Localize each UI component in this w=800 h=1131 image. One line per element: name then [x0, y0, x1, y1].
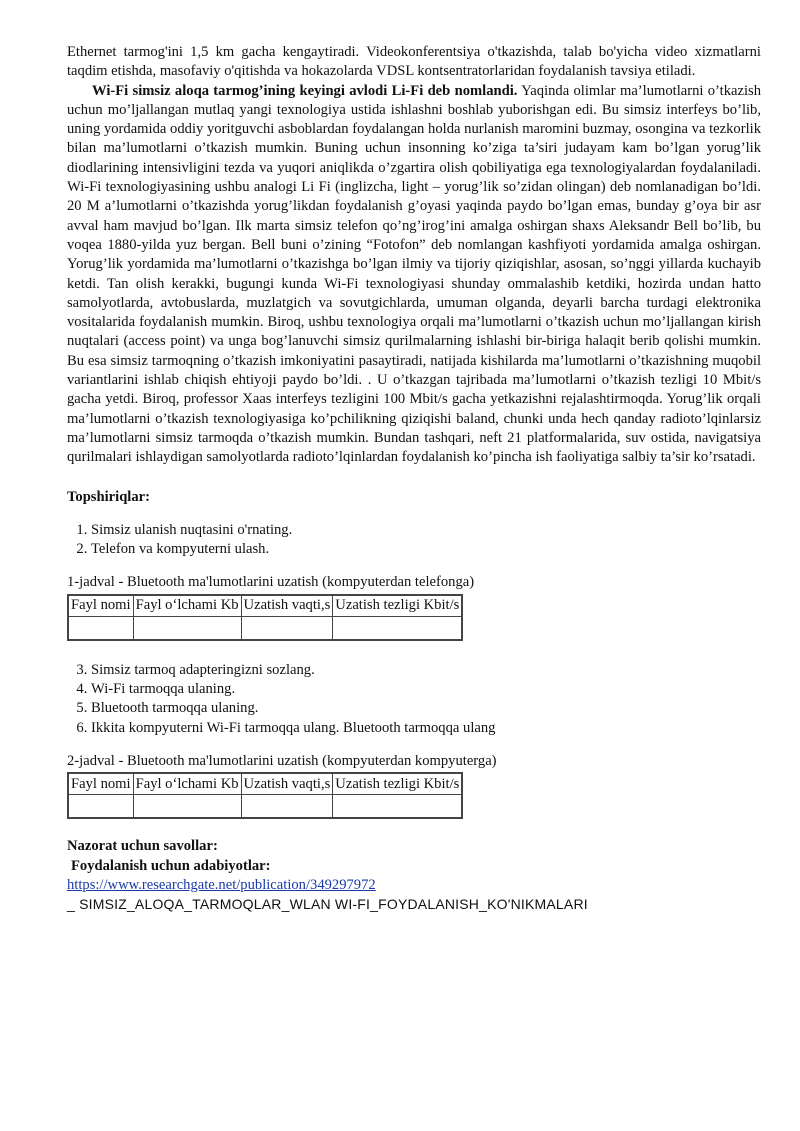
table2-cell [68, 795, 133, 819]
table1-cell [133, 616, 241, 640]
lifi-paragraph [67, 82, 761, 468]
task-list-b [67, 661, 761, 738]
intro-paragraph: Ethernet tarmog'ini 1,5 km gacha kengaytiradi. Videokonferentsiya o'tkazishda, talab bo'yicha video xizmatlarni taqdim etishda, masofaviy o'qitishda va hokazolarda VDSL kontsentratorlaridan foydalanish tavsiya etiladi. [67, 44, 761, 80]
table1-header-cell: Fayl o‘lchami Kb [133, 595, 241, 617]
task-item: 4. Wi-Fi tarmoqqa ulaning. [91, 680, 761, 699]
table1 [67, 594, 463, 641]
table2-header-cell: Fayl nomi [68, 773, 133, 795]
table1-empty-row [68, 616, 462, 640]
task-list-a [67, 521, 761, 560]
table1-header-cell: Fayl nomi [68, 595, 133, 617]
table1-cell [68, 616, 133, 640]
task-item: 1. Simsiz ulanish nuqtasini o'rnating. [91, 521, 761, 540]
document-page [67, 43, 761, 914]
lifi-body: Yaqinda olimlar ma’lumotlarni o’tkazish uchun mo’ljallangan mutlaq yangi texnologiya ustida ishlashni boshlab yuborishgan edi. Bu simsiz interfeys bo’lib, uning yordamida oddiy yoritguvchi asboblardan foydalangan holda nurlanish maromini buzmay, osongina va tezkorlik bilan ma’lumotlarni o’tkazish mumkin. Buning uchun insonning ko’ziga ta’siri judayam kam bo’lgan yorug’lik diodlarining intensivligini tezda va yuqori aniqlikda o’zgartira olish qobiliyatiga ega texnologiyalardan foydalaniladi. Wi-Fi texnologiyasining ushbu analogi Li Fi (inglizcha, light – yorug’lik so’zidan olingan) deb nomlanadigan bo’ldi. 20 M a’lumotlarni o’tkazishda yorug’likdan foydalanish g’oyasi yaqinda paydo bo’lgan emas, bunday g’oya bir asr avval ham mavjud bo’lgan. Ilk marta simsiz telefon qo’ng’irog’ini amalga oshirgan shaxs Aleksandr Bell bo’lib, bu voqea 1880-yilda yuz bergan. Bell buni o’zining “Fotofon” deb nomlangan kashfiyoti yordamida amalga oshirgan. Yorug’lik yordamida ma’lumotlarni o’tkazishga bo’lgan ilmiy va tijoriy qiziqishlar, asosan, so’nggi yillarda kuchayib ketdi. Tan olish kerakki, bugungi kunda Wi-Fi texnologiyasi shunday ommalashib ketdiki, hozirda undan hatto samolyotlarda, avtobuslarda, muzlatgich va sovutgichlarda, umuman olganda, deyarli barcha turdagi elektronika vositalarida foydalanish mumkin. Biroq, ushbu texnologiya orqali ma’lumotlarni o’tkazish uchun mo’ljallangan kirish nuqtalari (access point) va unga bog’lanuvchi simsiz qurilmalarning ishlashi bir-biriga halaqit berib qolishi mumkin. Bu esa simsiz tarmoqning o’tkazish imkoniyatini pasaytiradi, natijada kishilarda ma’lumotlarni o’tkazishning muqobil variantlarini ishlab chiqish ehtiyoji paydo bo’ldi. . U o’tkazgan tajribada ma’lumotlarni o’tkazish tezligi 10 Mbit/s gacha yetdi. Biroq, professor Xaas interfeys tezligini 100 Mbit/s gacha yetkazishni rejalashtirmoqda. Yorug’lik orqali ma’lumotlarni o’tkazish texnologiyasiga ko’pchilikning qiziqishi baland, chunki unda hech qanday radioto’lqinlarsiz ma’lumotlarni simsiz tarmoqda o’tkazish mumkin. Bundan tashqari, neft 21 platformalarida, suv ostida, navigatsiya qurilmalari ishlaydigan samolyotlarda radioto’lqinlardan foydalanish ko’pincha ish faoliyatiga salbiy ta’sir ko’rsatadi. [67, 82, 761, 466]
literature-heading: Foydalanish uchun adabiyotlar: [71, 857, 271, 874]
lifi-bold-lead: Wi-Fi simsiz aloqa tarmog’ining keyingi avlodi Li-Fi deb nomlandi. [92, 82, 518, 99]
table2-header-row [68, 773, 462, 795]
table1-header-cell: Uzatish tezligi Kbit/s [333, 595, 463, 617]
tasks-heading: Topshiriqlar: [67, 488, 150, 505]
table1-caption: 1-jadval - Bluetooth ma'lumotlarini uzatish (kompyuterdan telefonga) [67, 574, 475, 591]
table1-cell [241, 616, 333, 640]
table2-cell [241, 795, 333, 819]
task-item: 5. Bluetooth tarmoqqa ulaning. [91, 699, 761, 718]
table2-header-cell: Uzatish vaqti,s [241, 773, 333, 795]
table1-header-cell: Uzatish vaqti,s [241, 595, 333, 617]
table2-caption: 2-jadval - Bluetooth ma'lumotlarini uzatish (kompyuterdan kompyuterga) [67, 752, 497, 769]
table2-header-cell: Fayl o‘lchami Kb [133, 773, 241, 795]
task-item: 3. Simsiz tarmoq adapteringizni sozlang. [91, 661, 761, 680]
table1-header-row [68, 595, 462, 617]
control-questions-heading: Nazorat uchun savollar: [67, 838, 218, 855]
task-item: 6. Ikkita kompyuterni Wi-Fi tarmoqqa ulang. Bluetooth tarmoqqa ulang [91, 719, 761, 738]
table2 [67, 772, 463, 819]
task-item: 2. Telefon va kompyuterni ulash. [91, 540, 761, 559]
researchgate-link[interactable]: https://www.researchgate.net/publication/349297972 [67, 876, 376, 893]
table1-cell [333, 616, 463, 640]
table2-empty-row [68, 795, 462, 819]
table2-cell [133, 795, 241, 819]
table2-header-cell: Uzatish tezligi Kbit/s [333, 773, 463, 795]
reference-title: _ SIMSIZ_ALOQA_TARMOQLAR_WLAN WI-FI_FOYDALANISH_KO'NIKMALARI [67, 896, 588, 913]
table2-cell [333, 795, 463, 819]
